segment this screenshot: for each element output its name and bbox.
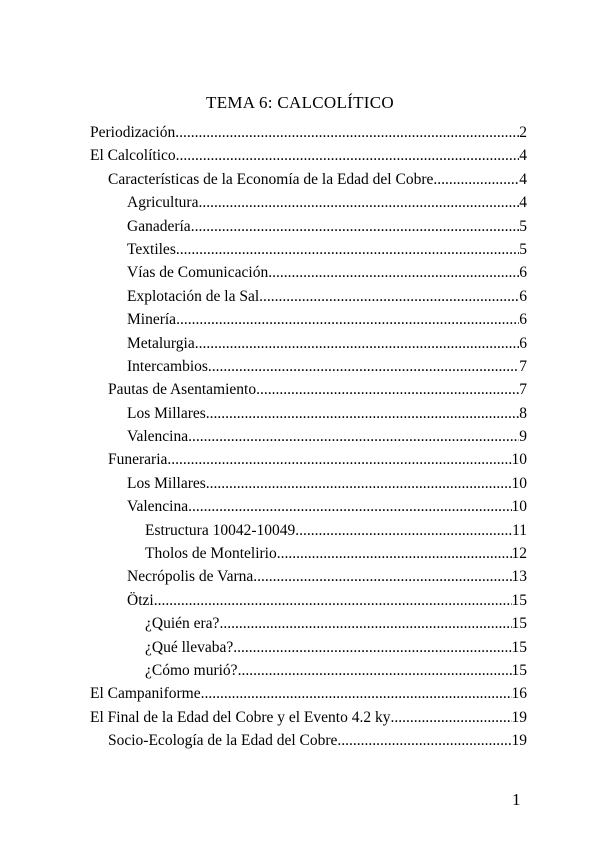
toc-dot-leader	[238, 662, 512, 680]
toc-dot-leader	[201, 685, 512, 703]
toc-entry[interactable]	[90, 639, 527, 662]
toc-entry[interactable]	[90, 124, 527, 147]
toc-entry-label: Los Millares	[127, 474, 206, 492]
toc-entry[interactable]	[90, 545, 527, 568]
toc-entry-label: ¿Qué llevaba?	[145, 638, 234, 656]
toc-dot-leader	[176, 147, 520, 165]
toc-dot-leader	[259, 288, 519, 306]
toc-dot-leader	[167, 451, 511, 469]
toc-entry-page: 6	[519, 287, 527, 305]
toc-dot-leader	[188, 498, 511, 516]
toc-entry[interactable]	[90, 685, 527, 708]
toc-entry-page: 5	[519, 240, 527, 258]
toc-dot-leader	[433, 171, 519, 189]
toc-entry-label: Intercambios	[127, 357, 208, 375]
toc-entry[interactable]	[90, 732, 527, 755]
page-number: 1	[512, 790, 521, 809]
toc-entry-page: 4	[519, 170, 527, 188]
toc-entry-page: 4	[519, 147, 527, 165]
toc-entry-label: Minería	[127, 311, 177, 329]
toc-entry-page: 6	[519, 334, 527, 352]
toc-entry-page: 19	[511, 732, 527, 750]
toc-entry-label: Funeraria	[108, 451, 168, 469]
toc-dot-leader	[390, 709, 511, 727]
toc-dot-leader	[208, 358, 519, 376]
toc-entry-label: ¿Cómo murió?	[145, 661, 238, 679]
toc-entry[interactable]	[90, 311, 527, 334]
toc-entry-label: Textiles	[127, 240, 176, 258]
toc-entry-label: Metalurgia	[127, 334, 195, 352]
toc-dot-leader	[176, 311, 519, 329]
toc-entry[interactable]	[90, 171, 527, 194]
toc-entry[interactable]	[90, 522, 527, 545]
toc-entry[interactable]	[90, 709, 527, 732]
toc-entry-page: 8	[519, 404, 527, 422]
toc-entry-page: 13	[511, 568, 527, 586]
toc-dot-leader	[175, 124, 519, 142]
toc-entry-label: Ötzi	[127, 591, 154, 609]
toc-entry-label: Valencina	[127, 498, 189, 516]
toc-entry-page: 15	[511, 638, 527, 656]
toc-dot-leader	[154, 592, 512, 610]
toc-dot-leader	[206, 405, 519, 423]
toc-dot-leader	[198, 194, 519, 212]
toc-entry-page: 12	[511, 545, 527, 563]
toc-dot-leader	[295, 522, 512, 540]
toc-entry-page: 7	[519, 357, 527, 375]
toc-entry[interactable]	[90, 662, 527, 685]
toc-entry-label: El Final de la Edad del Cobre y el Evento 4.2 ky	[90, 708, 391, 726]
toc-entry-page: 6	[519, 311, 527, 329]
toc-entry[interactable]	[90, 264, 527, 287]
toc-entry-label: Características de la Economía de la Edad del Cobre	[108, 170, 434, 188]
toc-dot-leader	[206, 475, 512, 493]
toc-entry-page: 16	[511, 685, 527, 703]
toc-entry-page: 7	[519, 381, 527, 399]
toc-entry-label: Los Millares	[127, 404, 206, 422]
toc-dot-leader	[176, 241, 519, 259]
toc-entry-page: 15	[511, 615, 527, 633]
toc-entry-page: 5	[519, 217, 527, 235]
toc-entry-page: 10	[511, 451, 527, 469]
toc-dot-leader	[188, 428, 519, 446]
toc-dot-leader	[233, 639, 511, 657]
toc-entry-label: Valencina	[127, 428, 189, 446]
toc-dot-leader	[337, 732, 511, 750]
toc-entry-page: 2	[519, 124, 527, 141]
toc-entry[interactable]	[90, 335, 527, 358]
toc-entry-page: 6	[519, 264, 527, 282]
toc-entry[interactable]	[90, 451, 527, 474]
toc-entry-label: ¿Quién era?	[145, 615, 220, 633]
toc-entry[interactable]	[90, 568, 527, 591]
toc-entry-page: 11	[512, 521, 527, 539]
toc-entry-label: Periodización	[90, 124, 176, 141]
toc-entry-label: Agricultura	[127, 194, 199, 212]
table-of-contents	[90, 124, 527, 756]
toc-dot-leader	[256, 381, 519, 399]
toc-entry-label: El Campaniforme	[90, 685, 201, 703]
toc-dot-leader	[219, 615, 511, 633]
toc-entry-page: 19	[511, 708, 527, 726]
page-title: TEMA 6: CALCOLÍTICO	[206, 93, 394, 112]
toc-entry[interactable]	[90, 218, 527, 241]
toc-entry[interactable]	[90, 147, 527, 170]
toc-entry-label: El Calcolítico	[90, 147, 176, 165]
toc-entry-page: 4	[519, 194, 527, 212]
toc-entry-label: Estructura 10042-10049	[145, 521, 296, 539]
toc-dot-leader	[195, 335, 520, 353]
toc-entry[interactable]	[90, 381, 527, 404]
toc-entry-page: 15	[511, 661, 527, 679]
toc-entry-label: Pautas de Asentamiento	[108, 381, 257, 399]
toc-entry[interactable]	[90, 498, 527, 521]
toc-dot-leader	[191, 218, 520, 236]
toc-entry-label: Necrópolis de Varna	[127, 568, 254, 586]
toc-entry[interactable]	[90, 358, 527, 381]
toc-entry-label: Vías de Comunicación	[127, 264, 269, 282]
toc-entry[interactable]	[90, 592, 527, 615]
toc-entry-page: 15	[511, 591, 527, 609]
toc-dot-leader	[277, 545, 512, 563]
toc-entry-label: Explotación de la Sal	[127, 287, 260, 305]
toc-dot-leader	[253, 568, 511, 586]
toc-entry-page: 9	[519, 428, 527, 446]
toc-entry-page: 10	[511, 498, 527, 516]
toc-entry[interactable]	[90, 428, 527, 451]
toc-entry[interactable]	[90, 475, 527, 498]
toc-entry[interactable]	[90, 241, 527, 264]
toc-entry[interactable]	[90, 615, 527, 638]
toc-entry[interactable]	[90, 288, 527, 311]
toc-entry-label: Tholos de Montelirio	[145, 545, 277, 563]
toc-entry-label: Ganadería	[127, 217, 191, 235]
toc-dot-leader	[268, 264, 519, 282]
toc-entry-page: 10	[511, 474, 527, 492]
toc-entry[interactable]	[90, 405, 527, 428]
toc-entry-label: Socio-Ecología de la Edad del Cobre	[108, 732, 338, 750]
toc-entry[interactable]	[90, 194, 527, 217]
